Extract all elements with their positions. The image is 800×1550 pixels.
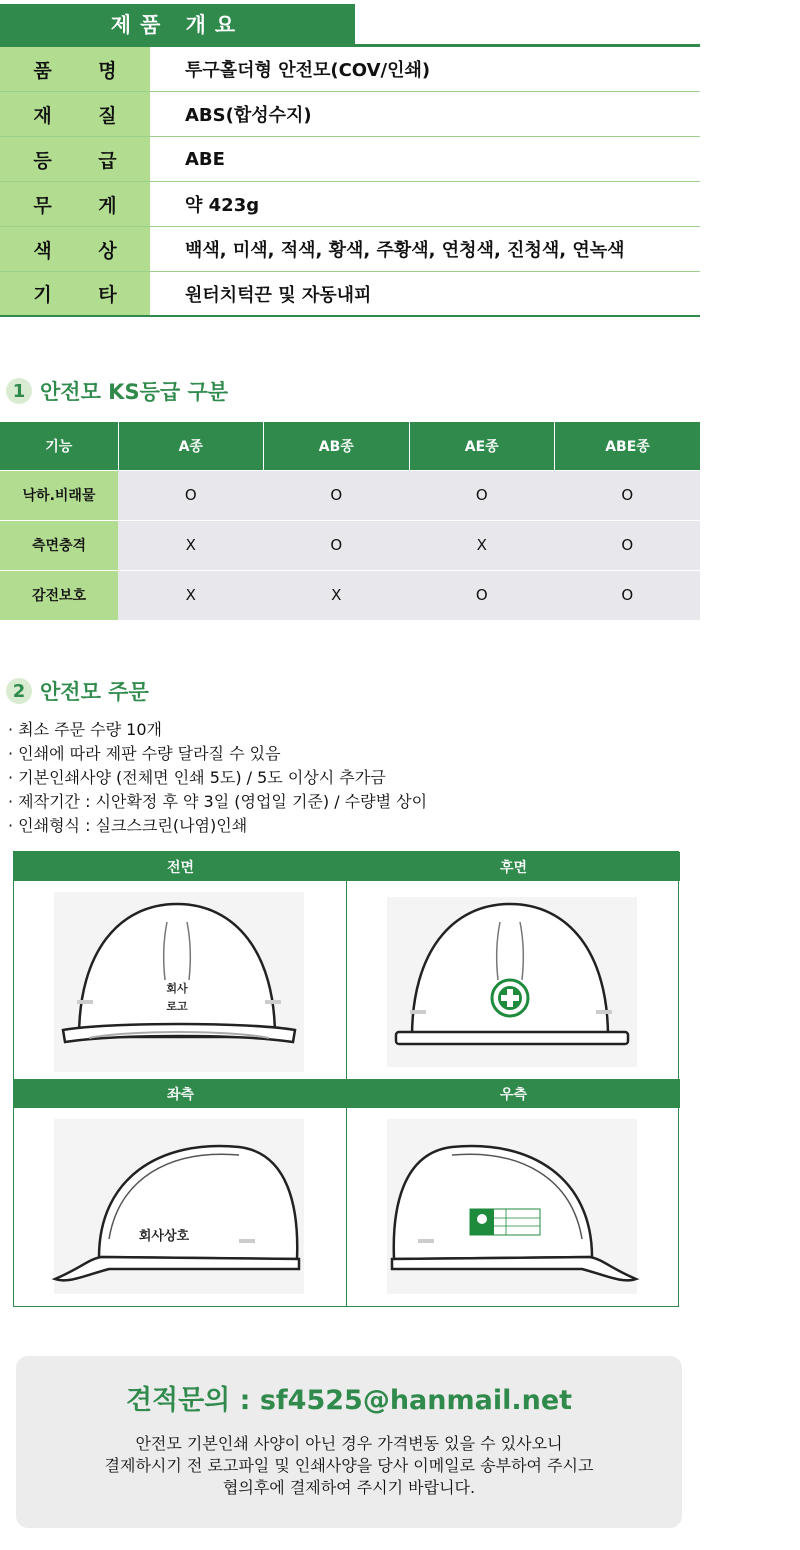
table-cell: O bbox=[118, 470, 264, 520]
left-company-text: 회사상호 bbox=[138, 1229, 190, 1244]
view-label: 우측 bbox=[347, 1079, 680, 1108]
overview-table bbox=[0, 47, 700, 317]
quote-line: 안전모 기본인쇄 사양이 아닌 경우 가격변동 있을 수 있사오니 bbox=[135, 1434, 563, 1453]
helmet-front-image bbox=[49, 892, 309, 1072]
table-header-row bbox=[0, 422, 700, 470]
helmet-view-grid bbox=[13, 851, 679, 1307]
quote-line: 결제하시기 전 로고파일 및 인쇄사양을 당사 이메일로 송부하여 주시고 bbox=[104, 1456, 594, 1475]
section-title: 안전모 KS등급 구분 bbox=[40, 380, 229, 404]
overview-label: 기 타 bbox=[0, 272, 150, 315]
overview-label: 재 질 bbox=[0, 92, 150, 136]
table-cell: O bbox=[264, 520, 410, 570]
table-cell: O bbox=[409, 470, 555, 520]
table-row bbox=[0, 570, 700, 620]
quote-line: 협의후에 결제하여 주시기 바랍니다. bbox=[222, 1478, 476, 1497]
section-number-badge: 2 bbox=[6, 678, 32, 704]
quote-body bbox=[16, 1433, 682, 1499]
view-label: 좌측 bbox=[14, 1079, 347, 1108]
table-cell: X bbox=[264, 570, 410, 620]
column-header: AB종 bbox=[264, 422, 410, 470]
view-label: 후면 bbox=[347, 852, 680, 881]
section1-heading bbox=[6, 376, 228, 406]
overview-row-etc bbox=[0, 272, 700, 317]
front-logo-text-1: 회사 bbox=[166, 982, 188, 995]
view-back bbox=[347, 852, 680, 1079]
column-header: A종 bbox=[118, 422, 264, 470]
column-header: ABE종 bbox=[555, 422, 701, 470]
table-row bbox=[0, 520, 700, 570]
row-header: 낙하.비래물 bbox=[0, 470, 118, 520]
order-notes-list bbox=[8, 718, 427, 838]
section-number-badge: 1 bbox=[6, 378, 32, 404]
view-left bbox=[14, 1079, 347, 1306]
table-cell: O bbox=[409, 570, 555, 620]
overview-label: 색 상 bbox=[0, 227, 150, 271]
table-cell: O bbox=[555, 520, 701, 570]
inspection-label-icon bbox=[470, 1209, 540, 1235]
overview-value: ABS(합성수지) bbox=[185, 105, 312, 126]
overview-value: 투구홀더형 안전모(COV/인쇄) bbox=[185, 60, 431, 81]
overview-value: 약 423g bbox=[185, 195, 260, 216]
overview-row-grade bbox=[0, 137, 700, 182]
column-header: AE종 bbox=[409, 422, 555, 470]
overview-label: 품 명 bbox=[0, 47, 150, 91]
view-front bbox=[14, 852, 347, 1079]
ks-grade-table bbox=[0, 422, 700, 620]
overview-row-weight bbox=[0, 182, 700, 227]
view-label: 전면 bbox=[14, 852, 347, 881]
list-item: · 인쇄에 따라 제판 수량 달라질 수 있음 bbox=[8, 744, 281, 763]
overview-value: 백색, 미색, 적색, 황색, 주황색, 연청색, 진청색, 연녹색 bbox=[185, 240, 625, 261]
table-cell: O bbox=[555, 570, 701, 620]
list-item: · 인쇄형식 : 실크스크린(나염)인쇄 bbox=[8, 816, 248, 835]
quote-title: 견적문의 : sf4525@hanmail.net bbox=[125, 1385, 573, 1416]
section2-heading bbox=[6, 676, 149, 706]
table-cell: O bbox=[555, 470, 701, 520]
overview-value: 원터치턱끈 및 자동내피 bbox=[185, 284, 372, 306]
column-header: 기능 bbox=[0, 422, 118, 470]
overview-value: ABE bbox=[185, 148, 225, 170]
overview-label: 무 게 bbox=[0, 182, 150, 226]
overview-row-material bbox=[0, 92, 700, 137]
helmet-back-image bbox=[382, 892, 642, 1072]
helmet-left-image bbox=[49, 1119, 309, 1299]
safety-cross-icon bbox=[492, 980, 528, 1016]
quote-box bbox=[16, 1356, 682, 1528]
list-item: · 기본인쇄사양 (전체면 인쇄 5도) / 5도 이상시 추가금 bbox=[8, 768, 386, 787]
row-header: 감전보호 bbox=[0, 570, 118, 620]
overview-row-color bbox=[0, 227, 700, 272]
table-cell: O bbox=[264, 470, 410, 520]
table-row bbox=[0, 470, 700, 520]
helmet-right-image bbox=[382, 1119, 642, 1299]
list-item: · 제작기간 : 시안확정 후 약 3일 (영업일 기준) / 수량별 상이 bbox=[8, 792, 428, 811]
list-item: · 최소 주문 수량 10개 bbox=[8, 720, 162, 739]
overview-title: 제품 개요 bbox=[0, 4, 355, 44]
overview-row-name bbox=[0, 47, 700, 92]
view-right bbox=[347, 1079, 680, 1306]
row-header: 측면충격 bbox=[0, 520, 118, 570]
table-cell: X bbox=[409, 520, 555, 570]
table-cell: X bbox=[118, 570, 264, 620]
front-logo-text-2: 로고 bbox=[166, 1000, 188, 1013]
table-cell: X bbox=[118, 520, 264, 570]
overview-label: 등 급 bbox=[0, 137, 150, 181]
section-title: 안전모 주문 bbox=[40, 680, 149, 704]
